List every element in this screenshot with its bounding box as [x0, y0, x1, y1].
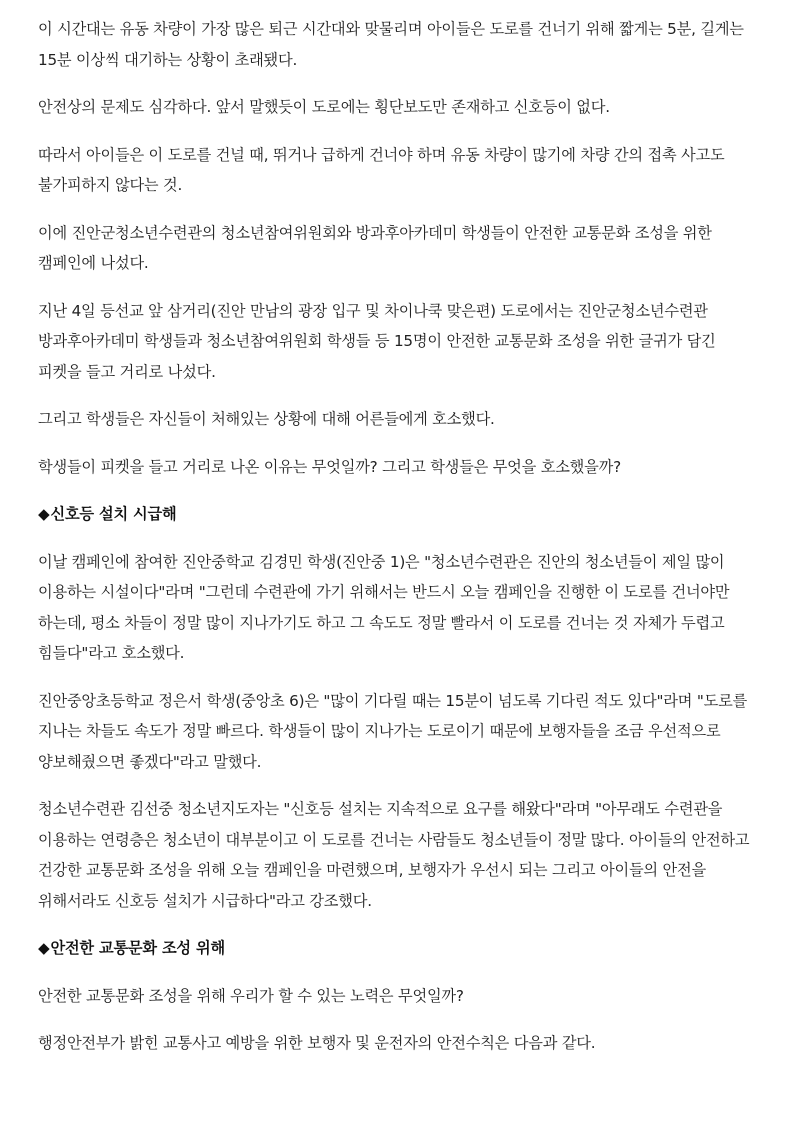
paragraph-quote-jeong: 진안중앙초등학교 정은서 학생(중앙초 6)은 "많이 기다릴 때는 15분이 넘도록 기다린 적도 있다"라며 "도로를 지나는 차들도 속도가 정말 빠르다. 학생들이 많이 지나가는 도로이기 때문에 보행자들을 조금 우선적으로 양보해줬으면 좋겠다"라고 말했다. — [38, 691, 748, 771]
paragraph-safety-rules-intro: 행정안전부가 밝힌 교통사고 예방을 위한 보행자 및 운전자의 안전수칙은 다음과 같다. — [38, 1034, 596, 1052]
article-body — [38, 14, 756, 1076]
paragraph-quote-instructor: 청소년수련관 김선중 청소년지도자는 "신호등 설치는 지속적으로 요구를 해왔다"라며 "아무래도 수련관을 이용하는 연령층은 청소년이 대부분이고 이 도로를 건너는 사람들도 청소년들이 정말 많다. 아이들의 안전하고 건강한 교통문화 조성을 위해 오늘 캠페인을 마련했으며, 보행자가 우선시 되는 그리고 아이들의 안전을 위해서라도 신호등 설치가 시급하다"라고 강조했다. — [38, 800, 750, 910]
section-heading-safe-culture — [38, 933, 756, 964]
paragraph-effort-question: 안전한 교통문화 조성을 위해 우리가 할 수 있는 노력은 무엇일까? — [38, 986, 464, 1005]
section-heading-text: 안전한 교통문화 조성 위해 — [50, 939, 225, 957]
diamond-bullet-icon: ◆ — [38, 939, 50, 957]
paragraph-campaign-details: 지난 4일 등선교 앞 삼거리(진안 만남의 광장 입구 및 차이나쿡 맞은편) 도로에서는 진안군청소년수련관 방과후아카데미 학생들과 청소년참여위원회 학생들 등 15명이 안전한 교통문화 조성을 위한 글귀가 담긴 피켓을 들고 거리로 나섰다. — [38, 301, 716, 381]
paragraph-safety-problem: 안전상의 문제도 심각하다. 앞서 말했듯이 도로에는 횡단보도만 존재하고 신호등이 없다. — [38, 98, 610, 116]
paragraph-crossing-risk: 따라서 아이들은 이 도로를 건널 때, 뛰거나 급하게 건너야 하며 유동 차량이 많기에 차량 간의 접촉 사고도 불가피하지 않다는 것. — [38, 145, 725, 194]
paragraph-quote-kim: 이날 캠페인에 참여한 진안중학교 김경민 학생(진안중 1)은 "청소년수련관은 진안의 청소년들이 제일 많이 이용하는 시설이다"라며 "그런데 수련관에 가기 위해서는 반드시 오늘 캠페인을 진행한 이 도로를 건너야만 하는데, 평소 차들이 정말 많이 지나가기도 하고 그 속도도 정말 빨라서 이 도로를 건너는 것 자체가 두렵고 힘들다"라고 호소했다. — [38, 552, 730, 662]
paragraph-question: 학생들이 피켓을 들고 거리로 나온 이유는 무엇일까? 그리고 학생들은 무엇을 호소했을까? — [38, 457, 621, 476]
paragraph-students-appeal: 그리고 학생들은 자신들이 처해있는 상황에 대해 어른들에게 호소했다. — [38, 410, 495, 428]
section-heading-traffic-light — [38, 499, 756, 530]
diamond-bullet-icon: ◆ — [38, 505, 50, 523]
section-heading-text: 신호등 설치 시급해 — [50, 505, 177, 523]
paragraph-waiting-time: 이 시간대는 유동 차량이 가장 많은 퇴근 시간대와 맞물리며 아이들은 도로를 건너기 위해 짧게는 5분, 길게는 15분 이상씩 대기하는 상황이 초래됐다. — [38, 20, 744, 69]
paragraph-campaign-intro: 이에 진안군청소년수련관의 청소년참여위원회와 방과후아카데미 학생들이 안전한 교통문화 조성을 위한 캠페인에 나섰다. — [38, 223, 712, 272]
